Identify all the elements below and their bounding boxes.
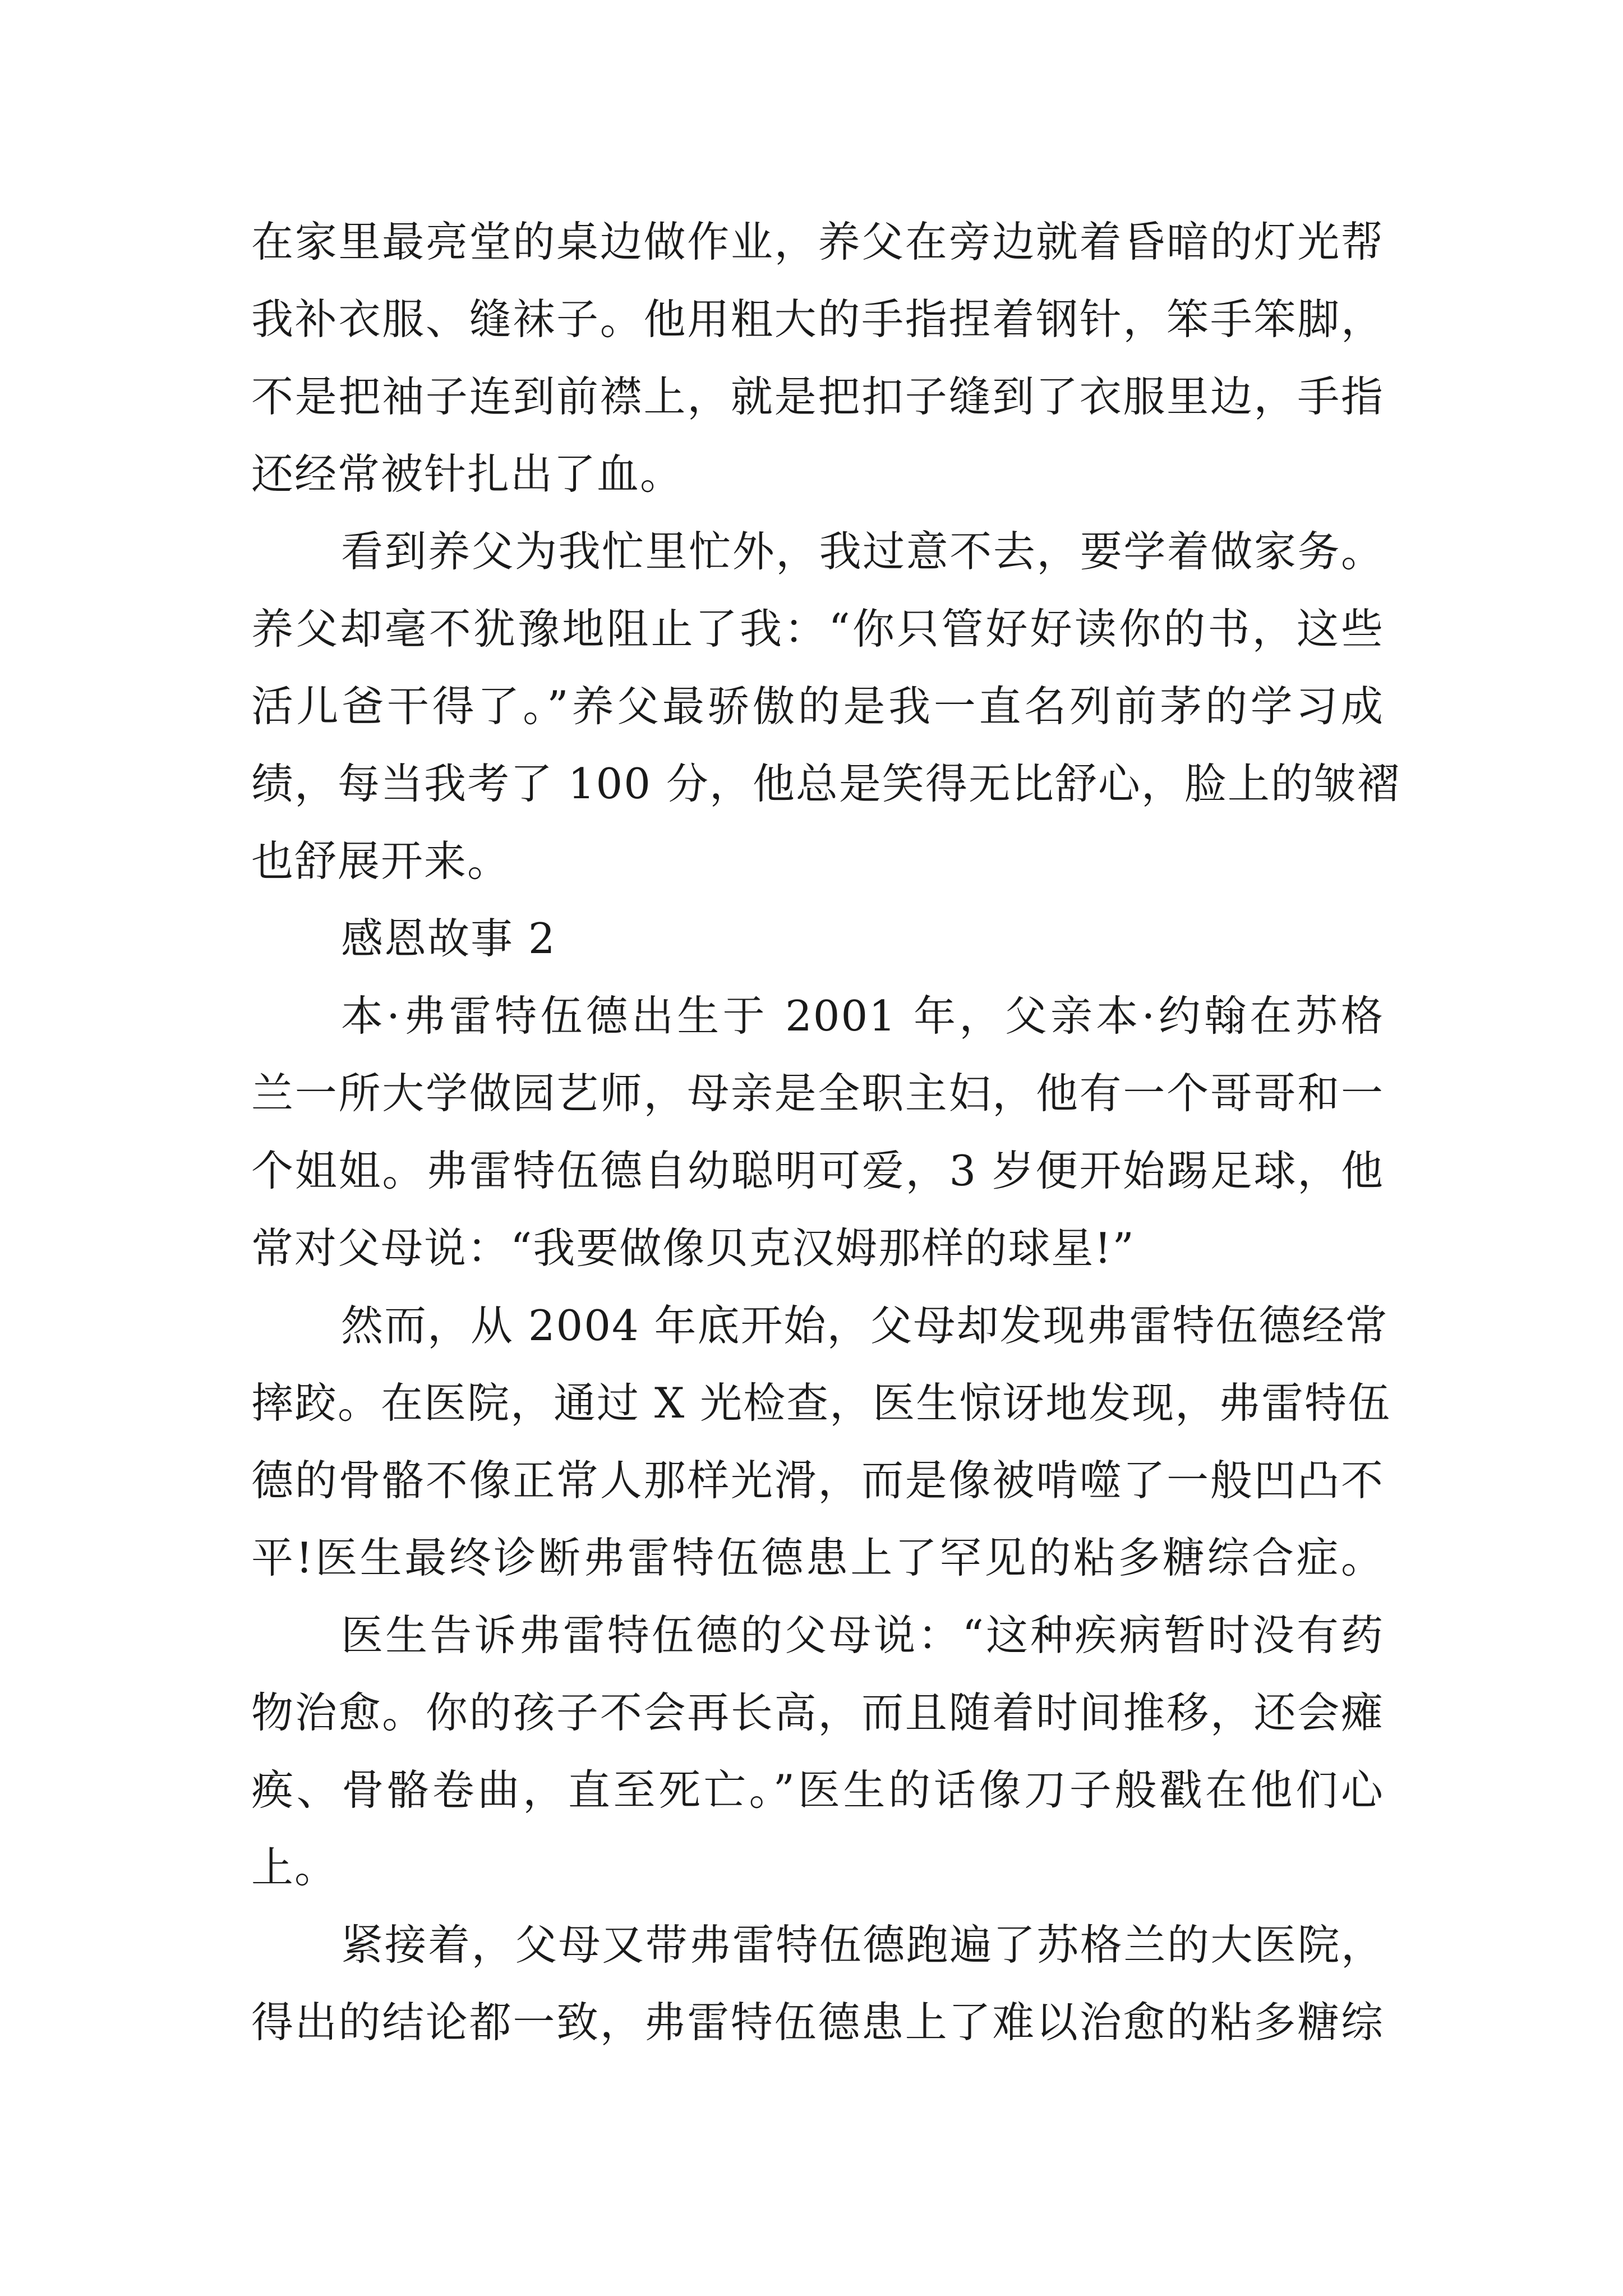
- text-line: 物治愈。你的孩子不会再长高，而且随着时间推移，还会瘫: [251, 1688, 1384, 1737]
- text-line: 在家里最亮堂的桌边做作业，养父在旁边就着昏暗的灯光帮: [251, 217, 1384, 266]
- text-line: 平!医生最终诊断弗雷特伍德患上了罕见的粘多糖综合症。: [251, 1533, 1384, 1582]
- paragraph-start-line: 本·弗雷特伍德出生于 2001 年，父亲本·约翰在苏格: [341, 991, 1384, 1041]
- text-line: 兰一所大学做园艺师，母亲是全职主妇，他有一个哥哥和一: [251, 1069, 1384, 1118]
- section-heading: 感恩故事 2: [341, 914, 556, 963]
- paragraph-start-line: 医生告诉弗雷特伍德的父母说：“这种疾病暂时没有药: [341, 1611, 1384, 1660]
- text-line: 绩，每当我考了 100 分，他总是笑得无比舒心，脸上的皱褶: [251, 759, 1400, 808]
- text-line: 摔跤。在医院，通过 X 光检查，医生惊讶地发现，弗雷特伍: [251, 1378, 1391, 1428]
- text-line: 得出的结论都一致，弗雷特伍德患上了难以治愈的粘多糖综: [251, 1998, 1384, 2047]
- text-line: 上。: [251, 1843, 338, 1892]
- paragraph-start-line: 然而，从 2004 年底开始，父母却发现弗雷特伍德经常: [341, 1301, 1389, 1350]
- text-line: 德的骨骼不像正常人那样光滑，而是像被啃噬了一般凹凸不: [251, 1456, 1384, 1505]
- text-line: 不是把袖子连到前襟上，就是把扣子缝到了衣服里边，手指: [251, 372, 1384, 421]
- text-line: 也舒展开来。: [251, 836, 511, 886]
- paragraph-start-line: 看到养父为我忙里忙外，我过意不去，要学着做家务。: [341, 527, 1384, 576]
- text-line: 痪、骨骼卷曲，直至死亡。”医生的话像刀子般戳在他们心: [251, 1765, 1384, 1815]
- text-line: 个姐姐。弗雷特伍德自幼聪明可爱，3 岁便开始踢足球，他: [251, 1146, 1384, 1195]
- body-text: [251, 203, 1400, 2061]
- text-line: 活儿爸干得了。”养父最骄傲的是我一直名列前茅的学习成: [251, 682, 1384, 731]
- text-line: 常对父母说：“我要做像贝克汉姆那样的球星!”: [251, 1223, 1135, 1273]
- text-line: 还经常被针扎出了血。: [251, 449, 684, 499]
- paragraph-start-line: 紧接着，父母又带弗雷特伍德跑遍了苏格兰的大医院，: [341, 1920, 1384, 1970]
- text-line: 我补衣服、缝袜子。他用粗大的手指捏着钢针，笨手笨脚，: [251, 295, 1384, 344]
- text-line: 养父却毫不犹豫地阻止了我：“你只管好好读你的书，这些: [251, 604, 1384, 654]
